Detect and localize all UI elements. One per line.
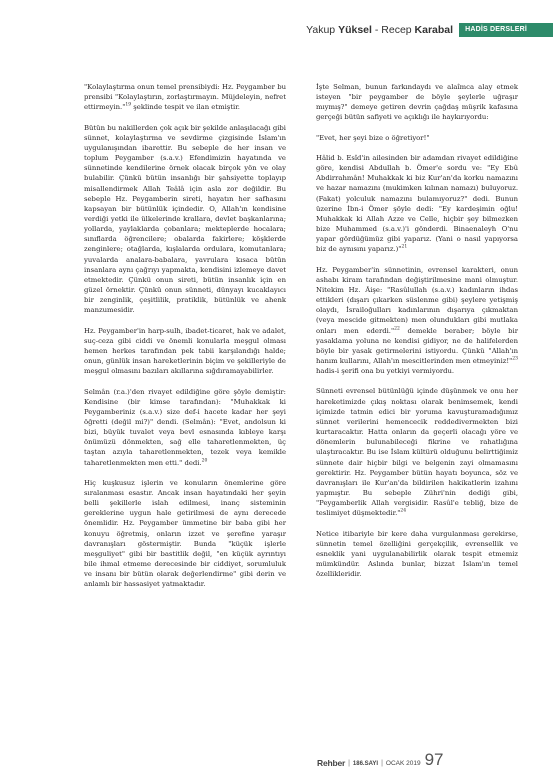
paragraph: Sünneti evrensel bütünlüğü içinde düşünmek ve onu her hareketimizde çıkış noktası olarak benimsemek, kendi içimizde tatmin edici bir yoruma kavuşturamadığımız sünnet verilerini hemencecik reddedivermekten bizi kurtaracaktır. Hatta onların da geçerli olacağı yöre ve dönemlerin bulunabileceği fikrine ve rahatlığına ulaştıracaktır. Bu ise İslam kültürü olduğunu belirttiğimiz sünnete dair hiçbir bilgi ve belgenin zayi olmamasını gerektirir. Hz. Peygamber bütün hayatı boyunca, söz ve davranışları ile Kur'an'da bildirilen hakikatlerin izahını yapmıştır. Bu sebeple Zühri'nin dediği gibi, "Peygamberlik Allah vergisidir. Rasûl'e tebliğ, bize de teslimiyet düşmektedir."$^{24}$ [316,387,518,518]
issue-date: OCAK 2019 [385,760,421,767]
paragraph: İşte Selman, bunun farkındaydı ve alaîmca alay etmek isteyen "bir peygamber de böyle şeylerle uğraşır mıymış?" demeye getiren devrin çağdaş müşrik kafasına gerçeği bütün safiyeti ve açıklığı ile haykırıyordu: [316,83,518,122]
paragraph: Hz. Peygamber'in sünnetinin, evrensel karakteri, onun ashabı kiram tarafından değiştirilmesine mani olmuştur. Nitekim Hz. Âişe: "Rasûlullah (s.a.v.) kadınların ihdas ettikleri (dışarı çıkarken süslenme gibi) şeylere yetişmiş olaydı, İsrailoğulları kadınlarının dışarıya çıkmaktan (veya mescide gitmekten) men olundukları gibi mutlaka onları men ederdi."$^{22}$ demekle beraber; böyle bir yasaklama yoluna ne kendisi gidiyor, ne de halifelerden böyle bir yasak getirmelerini istiyordu. Çünkü "Allah'ın hanım kullarını, Allah'ın mescitlerinden men etmeyiniz!"$^{23}$ hadis-i şerifi ona bu yetkiyi vermiyordu. [316,265,518,376]
paragraph: Bütün bu nakillerden çok açık bir şekilde anlaşılacağı gibi sünnet, kolaylaştırma ve sevdirme çizgisinde İslam'ın uygulanışından ibarettir. Bu sebeple de her insan ve toplum Peygamber (s.a.v.) Efendimizin hayatında ve sünnetinde kendilerine örnek olacak birçok yön ve olay bulabilir. Çünkü bütün insanlığı bir şahsiyette toplayıp misallendirmek Allah Teâlâ için asla zor değildir. Bu sebeple Hz. Peygamberin sireti, hayatın her safhasını kapsayan bir bütünlük içindedir. O, Allah'ın kendisine verdiği yetki ile ülkelerinde krallara, devlet başkanlarına; yollarda, yaylaklarda çobanlara; mekteplerde hocalara; sınıflarda öğrencilere; obalarda fakirlere; köşklerde zenginlere; otağlarda, kışlalarda ordulara, komutanlara; yuvalarda analara-babalara, yavrulara kısaca bütün insanlara aynı çağrıyı yapmakta, kendisini izlemeye davet etmektedir. Çünkü onun sireti, bütün insanlık için en güzel örnektir. Çünkü onun sünneti, dünyayı kucaklayıcı bir zenginlik, çeşitlilik, pratiklik, bütünlük ve ahenk manzumesidir. [84,123,286,315]
right-column [316,82,518,589]
paragraph: Hiç kuşkusuz işlerin ve konuların önemlerine göre sıralanması esastır. Ancak insan hayatındaki her şeyin belli şekillerle islah edilmesi, inanç sisteminin gereklerine uygun hale getirilmesi de aynı derecede önemlidir. Hz. Peygamber ümmetine bir baba gibi her konuyu öğretmiş, onların izzet ve şerefine yaraşır davranışları göstermiştir. Bunda "küçük işlerle meşguliyet" gibi bir bastitlik değil, "en küçük ayrıntıyı bile ihmal etmeme derecesinde bir ciddiyet, sorumluluk ve insanı bir bütün olarak değerlendirme" gibi derin ve anlamlı bir hassasiyet yatmaktadır. [84,478,286,589]
author1-first: Yakup [306,24,336,36]
paragraph: Netice itibariyle bir kere daha vurgulanması gerekirse, sünnetin temel özelliğini gerçekçilik, evrensellik ve esneklik yani uygulanabilirlik olarak tespit etmemiz mümkündür. Aslında bunlar, bizzat İslam'ın temel özellikleridir. [316,529,518,579]
author2-first: Recep [381,24,412,36]
author-names [306,24,453,36]
author2-last: Karabal [414,24,454,36]
footer-divider: | [381,760,383,767]
page-number: 97 [424,750,444,769]
issue-number: 186.SAYI [352,761,379,767]
author-separator: - [374,24,379,36]
paragraph: "Evet, her şeyi bize o öğretiyor!" [316,133,430,142]
left-column [84,82,286,600]
paragraph: Hâlid b. Esîd'in ailesinden bir adamdan rivayet edildiğine göre, kendisi Abdullah b. Ömer'e sordu ve: "Ey Ebû Abdirrahmân! Muhakkak ki biz Kur'an'da korku namazını ve hazar namazını (mukimken kılınan namazı) buluyoruz. (Fakat) yolculuk namazını bulamıyoruz?" dedi. Bunun üzerine İbn-i Ömer şöyle dedi: "Ey kardeşimin oğlu! Muhakkak ki Allah Azze ve Celle, hiçbir şey bilmezken bize Muhammed (s.a.v.)'i gönderdi. Binaenaleyh O'nu yapar gördüğümüz gibi yaparız. (Yani o nasıl yapıyorsa biz de aynısını yaparız.)"$^{21}$ [316,153,518,254]
footer-divider: | [348,760,350,767]
page-footer [317,751,444,768]
page-header [306,22,553,38]
paragraph: Hz. Peygamber'in harp-sulh, ibadet-ticaret, hak ve adalet, suç-ceza gibi ciddi ve önemli konularla meşgul olması hemen herkes tarafından pek tabii karşılandığı halde; onun, günlük insan hareketlerinin biçim ve şekilleriyle de meşgul olmasını bazıları akıllarına sığdıramayabilirler. [84,326,286,376]
section-badge: HADİS DERSLERİ [459,23,553,37]
author1-last: Yüksel [338,24,372,36]
paragraph: Selmân (r.a.)'den rivayet edildiğine göre şöyle demiştir: Kendisine (bir kimse tarafından): "Muhakkak ki Peygamberiniz (s.a.v.) size def-i hacete kadar her şeyi öğretti (değil mi?)" dendi. (Selmân): "Evet, andolsun ki bizi, büyük tuvalet veya bevl esnasında kıbleye karşı önümüzü dönmekten, sağ elle taharetlenmekten, üç taştan azıyla taharetlenmekten, tezek veya kemikle taharetlenmekten men etti." dedi.$^{20}$ [84,387,286,467]
magazine-brand: Rehber [317,758,346,768]
paragraph: "Kolaylaştırma onun temel prensibiydi: Hz. Peygamber bu prensibi "Kolaylaştırın, zorlaştırmayın. Müjdeleyin, nefret ettirmeyin."$^{19}$ şeklinde tespit ve ilan etmiştir. [84,83,286,112]
